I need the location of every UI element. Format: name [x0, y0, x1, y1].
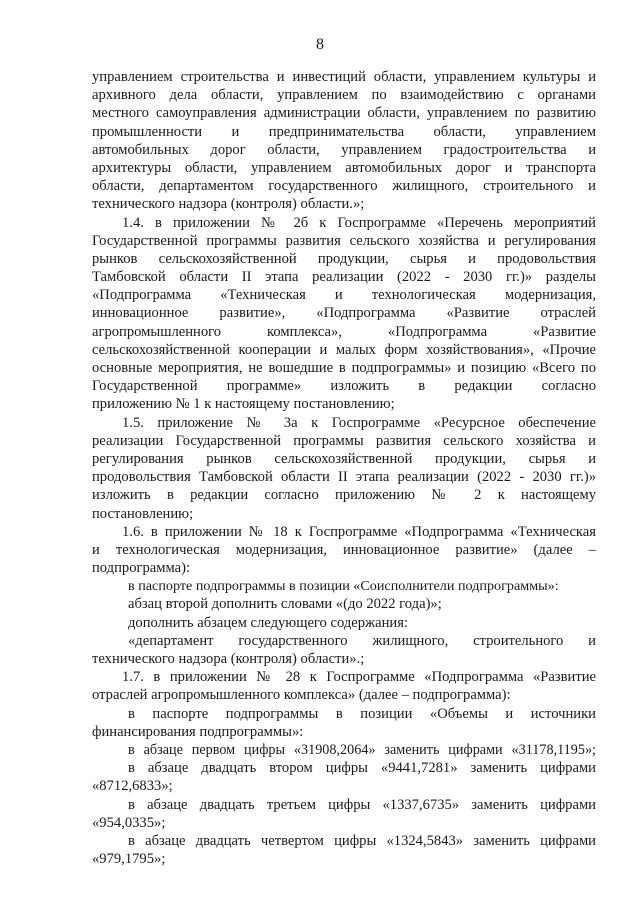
text-line: и технологическая модернизация, инновационное развитие» (далее –: [92, 541, 596, 558]
text-line: местного самоуправления администрации области, управлением по развитию: [92, 105, 596, 122]
text-line: сельскохозяйственной кооперации и малых форм хозяйствования», «Прочие: [92, 341, 596, 358]
text-line: в абзаце первом цифры «31908,2064» заменить цифрами «31178,1195»;: [128, 741, 596, 758]
text-line: автомобильных дорог области, управлением градостроительства и: [92, 141, 596, 158]
text-line: рынков сельскохозяйственной продукции, сырья и продовольствия: [92, 250, 596, 267]
text-line: управлением строительства и инвестиций области, управлением культуры и: [92, 69, 596, 85]
text-line: в абзаце двадцать третьем цифры «1337,6735» заменить цифрами: [128, 796, 596, 813]
text-line: изложить в редакции согласно приложению № 2 к настоящему: [92, 487, 596, 504]
text-line: «Подпрограмма «Техническая и технологическая модернизация,: [92, 287, 596, 304]
text-line: продовольствия Тамбовской области II этапа реализации (2022 - 2030 гг.)»: [92, 469, 596, 486]
text-line: 1.4. в приложении № 2б к Госпрограмме «Перечень мероприятий: [122, 214, 596, 231]
text-line: реализации Государственной программы развития сельского хозяйства и: [92, 432, 596, 449]
text-line: в абзаце двадцать четвертом цифры «1324,5843» заменить цифрами: [128, 832, 596, 849]
text-line: Тамбовской области II этапа реализации (2022 - 2030 гг.)» разделы: [92, 269, 596, 286]
text-line: в паспорте подпрограммы в позиции «Соисполнители подпрограммы»:: [128, 578, 559, 595]
text-line: агропромышленного комплекса», «Подпрограмма «Развитие: [92, 323, 596, 340]
text-line: «954,0335»;: [92, 814, 166, 831]
text-line: отраслей агропромышленного комплекса» (далее – подпрограмма):: [92, 687, 511, 704]
text-line: архивного дела области, управлением по взаимодействию с органами: [92, 87, 596, 104]
text-line: постановлению;: [92, 505, 194, 522]
text-line: Государственной программе» изложить в редакции согласно: [92, 378, 596, 395]
text-line: регулирования рынков сельскохозяйственной продукции, сырья и: [92, 450, 596, 467]
page-number: 8: [316, 36, 324, 53]
text-line: «департамент государственного жилищного, строительного и: [128, 632, 596, 649]
text-line: «979,1795»;: [92, 851, 166, 868]
text-line: финансирования подпрограммы»:: [92, 723, 304, 740]
text-line: инновационное развитие», «Подпрограмма «Развитие отраслей: [92, 305, 596, 322]
document-body: [92, 68, 596, 868]
text-line: «8712,6833»;: [92, 778, 173, 795]
text-line: Государственной программы развития сельского хозяйства и регулирования: [92, 232, 596, 249]
text-line: приложению № 1 к настоящему постановлению;: [92, 396, 395, 413]
text-line: области, департаментом государственного жилищного, строительного и: [92, 178, 596, 195]
text-line: 1.6. в приложении № 18 к Госпрограмме «Подпрограмма «Техническая: [122, 523, 596, 540]
text-line: подпрограмма):: [92, 560, 191, 577]
text-line: технического надзора (контроля) области.»;: [92, 196, 365, 213]
text-line: технического надзора (контроля) области».;: [92, 651, 365, 667]
text-line: промышленности и предпринимательства области, управлением: [92, 123, 596, 140]
text-line: архитектуры области, управлением автомобильных дорог и транспорта: [92, 159, 596, 176]
text-line: дополнить абзацем следующего содержания:: [128, 614, 408, 631]
text-line: абзац второй дополнить словами «(до 2022 года)»;: [128, 596, 442, 613]
text-line: 1.7. в приложении № 28 к Госпрограмме «Подпрограмма «Развитие: [122, 669, 596, 686]
text-line: основные мероприятия, не вошедшие в подпрограммы» и позицию «Всего по: [92, 360, 596, 376]
text-line: в паспорте подпрограммы в позиции «Объемы и источники: [128, 705, 596, 722]
text-line: 1.5. приложение № 3а к Госпрограмме «Ресурсное обеспечение: [122, 414, 596, 431]
text-line: в абзаце двадцать втором цифры «9441,7281» заменить цифрами: [128, 760, 596, 777]
